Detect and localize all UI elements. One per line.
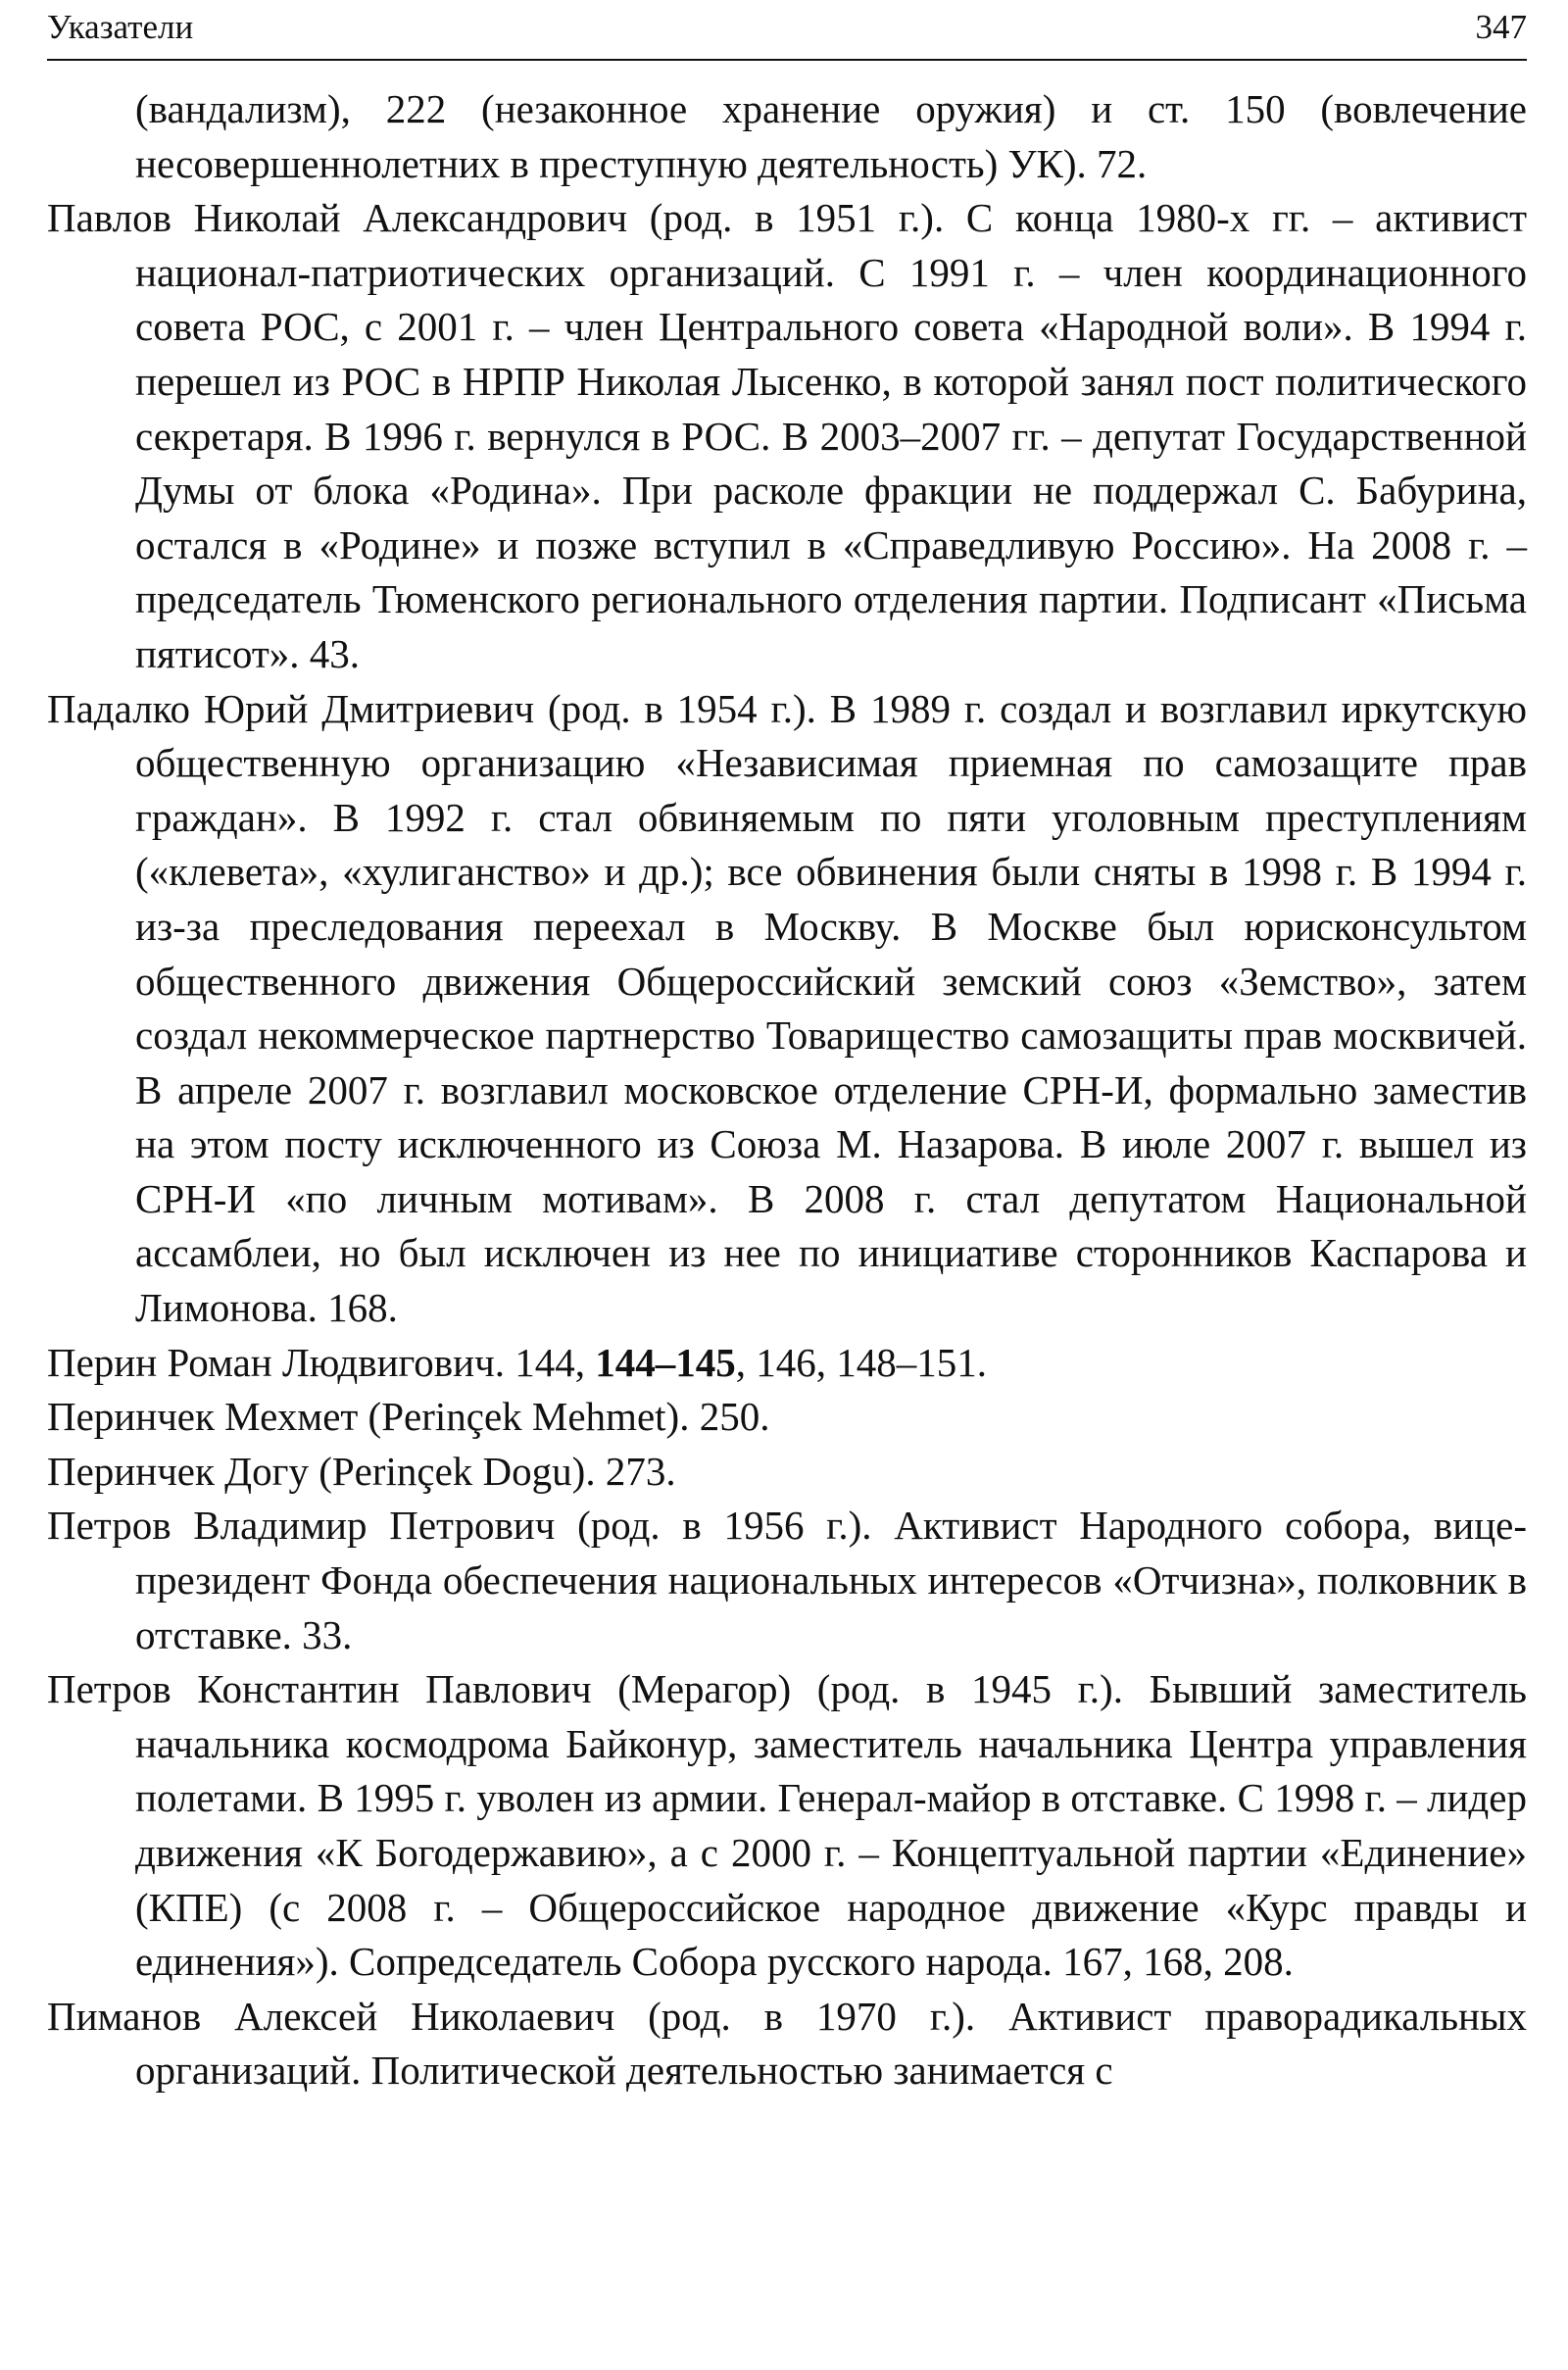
index-entry-perin	[47, 1336, 1527, 1391]
index-entry-perincek-dogu: Перинчек Догу (Perinçek Dogu). 273.	[47, 1448, 676, 1494]
index-entry-petrov-vladimir: Петров Владимир Петрович (род. в 1956 г.). Активист Народного собора, вице-президент Фонда обеспечения национальных интересов «Отчизна», полковник в отставке. 33.	[47, 1503, 1527, 1657]
running-title: Указатели	[47, 8, 194, 46]
index-entry-pavlov: Павлов Николай Александрович (род. в 1951 г.). С конца 1980-х гг. – активист национал-патриотических организаций. С 1991 г. – член координационного совета РОС, с 2001 г. – член Центрального совета «Народной воли». В 1994 г. перешел из РОС в НРПР Николая Лысенко, в которой занял пост политического секретаря. В 1996 г. вернулся в РОС. В 2003–2007 гг. – депутат Государственной Думы от блока «Родина». При расколе фракции не поддержал С. Бабурина, остался в «Родине» и позже вступил в «Справедливую Россию». На 2008 г. – председатель Тюменского регионального отделения партии. Подписант «Письма пятисот». 43.	[47, 195, 1527, 676]
index-entry-perincek-mehmet: Перинчек Мехмет (Perinçek Mehmet). 250.	[47, 1394, 770, 1440]
index-entry-padalko: Падалко Юрий Дмитриевич (род. в 1954 г.). В 1989 г. создал и возглавил иркутскую общественную организацию «Независимая приемная по самозащите прав граждан». В 1992 г. стал обвиняемым по пяти уголовным преступлениям («клевета», «хулиганство» и др.); все обвинения были сняты в 1998 г. В 1994 г. из-за преследования переехал в Москву. В Москве был юрисконсультом общественного движения Общероссийский земский союз «Земство», затем создал некоммерческое партнерство Товарищество самозащиты прав москвичей. В апреле 2007 г. возглавил московское отделение СРН-И, формально заместив на этом посту исключенного из Союза М. Назарова. В июле 2007 г. вышел из СРН-И «по личным мотивам». В 2008 г. стал депутатом Национальной ассамблеи, но был исключен из нее по инициативе сторонников Каспарова и Лимонова. 168.	[47, 685, 1527, 1331]
entry-text: , 146, 148–151.	[735, 1339, 987, 1385]
index-entry-pimanov: Пиманов Алексей Николаевич (род. в 1970 г.). Активист праворадикальных организаций. Политической деятельностью занимается с	[47, 1993, 1527, 2094]
index-entries	[47, 82, 1527, 2098]
page-header	[47, 0, 1527, 61]
entry-bold-pages: 144–145	[595, 1339, 736, 1385]
index-entry-continuation: (вандализм), 222 (незаконное хранение оружия) и ст. 150 (вовлечение несовершеннолетних в преступную деятельность) УК). 72.	[135, 86, 1527, 186]
page-number: 347	[1475, 8, 1527, 46]
entry-text: Перин Роман Людвигович. 144,	[47, 1339, 596, 1385]
index-entry-petrov-konstantin: Петров Константин Павлович (Мерагор) (род. в 1945 г.). Бывший заместитель начальника космодрома Байконур, заместитель начальника Центра управления полетами. В 1995 г. уволен из армии. Генерал-майор в отставке. С 1998 г. – лидер движения «К Богодержавию», а с 2000 г. – Концептуальной партии «Единение» (КПЕ) (с 2008 г. – Общероссийское народное движение «Курс правды и единения»). Сопредседатель Собора русского народа. 167, 168, 208.	[47, 1666, 1527, 1985]
